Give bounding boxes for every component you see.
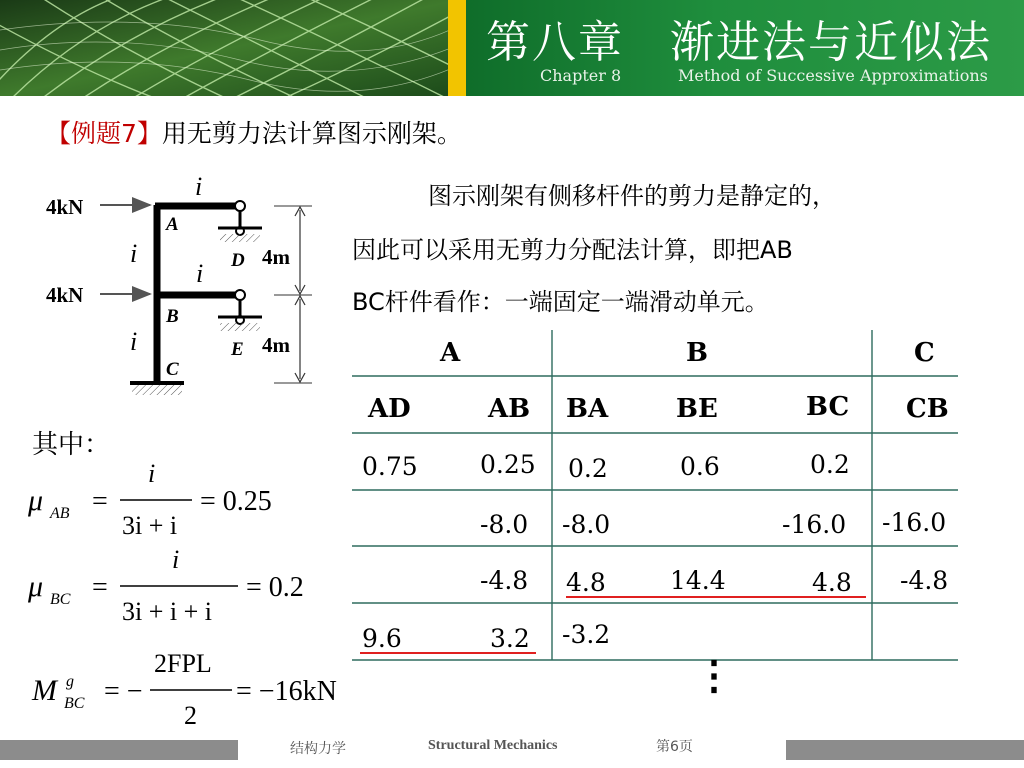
svg-text:BC: BC bbox=[50, 591, 71, 608]
svg-text:= 0.2: = 0.2 bbox=[246, 572, 304, 603]
table-continuation-ellipsis: ⋮ bbox=[694, 652, 734, 699]
column-header-ba: BA bbox=[566, 394, 609, 424]
group-header-a: A bbox=[440, 338, 461, 368]
node-label-a: A bbox=[166, 214, 179, 235]
chapter-subtitle: Method of Successive Approximations bbox=[678, 66, 988, 85]
paragraph-line-3: BC杆件看作：一端固定一端滑动单元。 bbox=[352, 288, 769, 316]
node-label-d: D bbox=[231, 250, 245, 271]
svg-text:i: i bbox=[172, 545, 180, 574]
column-header-cb: CB bbox=[906, 394, 949, 424]
load-label-top: 4kN bbox=[46, 195, 84, 219]
node-label-e: E bbox=[231, 339, 244, 360]
footer-bar-right bbox=[786, 740, 1024, 760]
chapter-title: 第八章 渐进法与近似法 bbox=[486, 17, 992, 68]
table-cell: 4.8 bbox=[812, 568, 852, 597]
svg-text:g: g bbox=[66, 673, 74, 690]
table-cell: -8.0 bbox=[562, 510, 611, 539]
svg-text:BC: BC bbox=[64, 695, 85, 712]
svg-text:=: = bbox=[92, 572, 108, 603]
group-header-c: C bbox=[914, 338, 935, 368]
table-cell: 0.25 bbox=[480, 450, 536, 479]
column-header-bc: BC bbox=[806, 392, 850, 422]
svg-text:2: 2 bbox=[184, 701, 197, 730]
svg-text:3i + i: 3i + i bbox=[122, 511, 178, 540]
table-cell: -16.0 bbox=[782, 510, 847, 539]
dimension-label-lower: 4m bbox=[262, 333, 290, 357]
table-cell: -8.0 bbox=[480, 510, 529, 539]
table-cell: -3.2 bbox=[562, 620, 611, 649]
table-cell: 0.6 bbox=[680, 452, 720, 481]
paragraph-line-2: 因此可以采用无剪力分配法计算，即把AB bbox=[352, 236, 793, 264]
svg-text:μ: μ bbox=[28, 484, 44, 517]
table-cell: 3.2 bbox=[490, 624, 530, 653]
column-header-ab: AB bbox=[488, 394, 531, 424]
table-cell: -4.8 bbox=[900, 566, 949, 595]
svg-text:=: = bbox=[92, 486, 108, 517]
table-cell: 14.4 bbox=[670, 566, 726, 595]
chapter-number: Chapter 8 bbox=[540, 66, 622, 85]
group-header-b: B bbox=[686, 338, 708, 368]
footer-course-cn: 结构力学 bbox=[290, 741, 346, 757]
node-label-b: B bbox=[166, 306, 179, 327]
table-cell: 9.6 bbox=[362, 624, 402, 653]
svg-text:= −16kN: = −16kN bbox=[236, 676, 337, 707]
table-cell: -4.8 bbox=[480, 566, 529, 595]
svg-text:M: M bbox=[32, 674, 57, 707]
svg-text:= 0.25: = 0.25 bbox=[200, 486, 272, 517]
stiffness-label-left-lower: i bbox=[130, 327, 138, 356]
table-cell: 0.2 bbox=[810, 450, 850, 479]
paragraph-line-1: 图示刚架有侧移杆件的剪力是静定的， bbox=[428, 182, 836, 210]
svg-text:= −: = − bbox=[104, 676, 143, 707]
svg-text:μ: μ bbox=[28, 570, 44, 603]
svg-text:AB: AB bbox=[50, 505, 70, 522]
stiffness-label-left-upper: i bbox=[130, 239, 138, 268]
footer-course-en: Structural Mechanics bbox=[428, 738, 558, 753]
svg-text:i: i bbox=[148, 459, 156, 488]
table-cell: -16.0 bbox=[882, 508, 947, 537]
table-cell: 0.2 bbox=[568, 454, 608, 483]
example-tag: 【例题7】 bbox=[46, 119, 162, 148]
svg-text:2FPL: 2FPL bbox=[154, 649, 212, 678]
stiffness-label-beam-b: i bbox=[196, 259, 204, 288]
column-header-ad: AD bbox=[368, 394, 411, 424]
formulas-label: 其中： bbox=[32, 430, 111, 460]
table-cell: 4.8 bbox=[566, 568, 606, 597]
dimension-label-upper: 4m bbox=[262, 245, 290, 269]
column-header-be: BE bbox=[676, 394, 718, 424]
load-label-mid: 4kN bbox=[46, 283, 84, 307]
node-label-c: C bbox=[166, 359, 179, 380]
footer-bar-left bbox=[0, 740, 238, 760]
footer-page-number: 第6页 bbox=[656, 739, 693, 755]
svg-text:3i + i + i: 3i + i + i bbox=[122, 597, 212, 626]
example-text: 用无剪力法计算图示刚架。 bbox=[161, 119, 462, 148]
table-cell: 0.75 bbox=[362, 452, 418, 481]
stiffness-label-top: i bbox=[195, 172, 203, 201]
